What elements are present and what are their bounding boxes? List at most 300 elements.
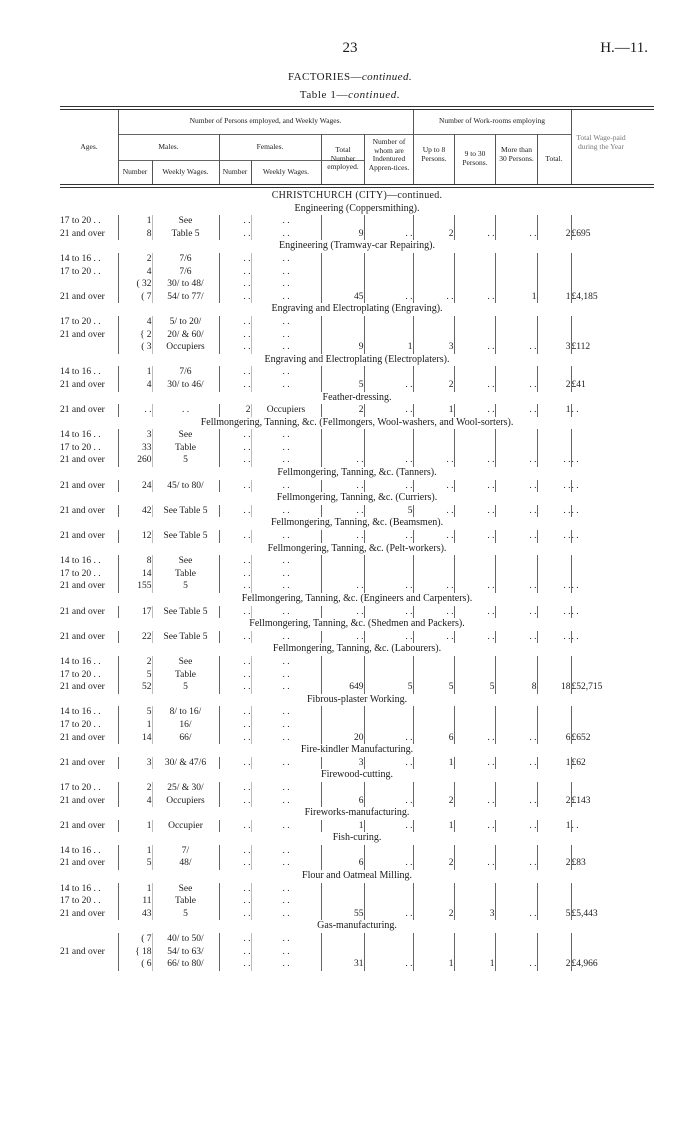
male-wages-cell: 30/ & 47/6	[152, 757, 219, 770]
table-row	[60, 958, 654, 971]
vline	[364, 134, 365, 184]
workrooms-total-cell	[537, 366, 571, 379]
age-cell: 17 to 20 . .	[60, 266, 118, 279]
industry-heading: Firewood-cutting.	[321, 769, 393, 781]
wages-paid-cell	[571, 669, 654, 682]
workrooms-9-to-30-cell: . .	[454, 857, 495, 870]
workrooms-total-cell: 1	[537, 820, 571, 833]
table-row	[60, 228, 654, 241]
col-female-number: Number	[222, 167, 248, 176]
total-employed-cell	[321, 329, 364, 342]
female-number-cell: . .	[219, 958, 251, 971]
female-wages-cell: . .	[251, 719, 321, 732]
workrooms-more-than-30-cell	[495, 253, 537, 266]
age-cell: 21 and over	[60, 857, 118, 870]
workrooms-total-cell	[537, 719, 571, 732]
female-number-cell: . .	[219, 631, 251, 644]
female-number-cell: . .	[219, 366, 251, 379]
workrooms-up-to-8-cell	[413, 366, 454, 379]
female-number-cell: . .	[219, 795, 251, 808]
col-females: Females.	[256, 142, 284, 151]
total-employed-cell: 2	[321, 404, 364, 417]
page-number: 23	[342, 40, 358, 56]
female-wages-cell: . .	[251, 606, 321, 619]
female-number-cell: . .	[219, 946, 251, 959]
age-cell: 14 to 16 . .	[60, 845, 118, 858]
total-employed-cell	[321, 366, 364, 379]
total-employed-cell	[321, 278, 364, 291]
wages-paid-cell: £41	[571, 379, 586, 390]
workrooms-more-than-30-cell	[495, 656, 537, 669]
indentured-cell	[364, 706, 413, 719]
workrooms-up-to-8-cell: . .	[413, 580, 454, 593]
workrooms-more-than-30-cell: . .	[495, 795, 537, 808]
female-number-cell: . .	[219, 266, 251, 279]
table-row	[60, 454, 654, 467]
industry-heading: Engineering (Coppersmithing).	[294, 202, 420, 214]
workrooms-more-than-30-cell: . .	[495, 757, 537, 770]
col-total: Total.	[545, 154, 563, 163]
table-row	[60, 681, 654, 694]
male-wages-cell: 5	[152, 580, 219, 593]
male-wages-cell: 5	[152, 454, 219, 467]
table-row	[60, 442, 654, 455]
workrooms-9-to-30-cell	[454, 429, 495, 442]
female-number-cell: . .	[219, 454, 251, 467]
workrooms-up-to-8-cell	[413, 429, 454, 442]
age-cell: 21 and over	[60, 505, 118, 518]
total-employed-cell: 55	[321, 908, 364, 921]
category-row	[60, 417, 654, 430]
male-wages-cell: See	[152, 555, 219, 568]
female-wages-cell: . .	[251, 908, 321, 921]
workrooms-total-cell: 2	[537, 228, 571, 241]
male-number-cell: ( 32	[118, 278, 152, 291]
male-wages-cell: 16/	[152, 719, 219, 732]
female-number-cell: . .	[219, 757, 251, 770]
workrooms-up-to-8-cell	[413, 782, 454, 795]
indentured-cell	[364, 656, 413, 669]
workrooms-9-to-30-cell	[454, 555, 495, 568]
age-cell: 21 and over	[60, 606, 118, 619]
age-cell: 14 to 16 . .	[60, 366, 118, 379]
wages-paid-cell: £112	[571, 342, 591, 353]
age-cell: 17 to 20 . .	[60, 669, 118, 682]
workrooms-9-to-30-cell: . .	[454, 454, 495, 467]
table-row	[60, 706, 654, 719]
table-row	[60, 606, 654, 619]
workrooms-total-cell: . .	[537, 480, 571, 493]
wages-paid-cell	[571, 568, 654, 581]
female-number-cell: . .	[219, 555, 251, 568]
male-number-cell: 14	[118, 568, 152, 581]
male-wages-cell: See Table 5	[152, 631, 219, 644]
col-persons-group: Number of Persons employed, and Weekly Wages.	[189, 116, 342, 125]
male-wages-cell: Occupiers	[152, 795, 219, 808]
industry-heading: Fellmongering, Tanning, &c. (Fellmongers, Wool-washers, and Wool-sorters).	[200, 416, 514, 428]
workrooms-9-to-30-cell: . .	[454, 404, 495, 417]
table-row	[60, 555, 654, 568]
col-9-to-30: 9 to 30 Persons.	[462, 149, 488, 167]
male-wages-cell: See Table 5	[152, 606, 219, 619]
col-female-wages: Weekly Wages.	[262, 167, 310, 176]
industry-heading: Fellmongering, Tanning, &c. (Beamsmen).	[270, 517, 444, 529]
workrooms-9-to-30-cell: . .	[454, 795, 495, 808]
workrooms-more-than-30-cell: . .	[495, 379, 537, 392]
col-total-employed: Total Number employed.	[327, 145, 359, 172]
workrooms-up-to-8-cell	[413, 946, 454, 959]
total-employed-cell: 45	[321, 291, 364, 304]
wages-paid-cell	[571, 656, 654, 669]
col-males: Males.	[158, 142, 179, 151]
indentured-cell: . .	[364, 530, 413, 543]
wages-paid-cell: . .	[571, 606, 579, 617]
female-wages-cell: . .	[251, 379, 321, 392]
indentured-cell	[364, 669, 413, 682]
male-wages-cell: 40/ to 50/	[152, 933, 219, 946]
category-row	[60, 392, 654, 405]
table-row	[60, 266, 654, 279]
col-indentured: Number of whom are Indentured Appren-tices.	[368, 137, 410, 172]
workrooms-group-rule	[413, 134, 571, 135]
age-cell: 21 and over	[60, 530, 118, 543]
total-employed-cell: . .	[321, 580, 364, 593]
male-wages-cell: Occupiers	[152, 341, 219, 354]
male-number-cell: 52	[118, 681, 152, 694]
workrooms-more-than-30-cell	[495, 782, 537, 795]
wages-paid-cell	[571, 366, 654, 379]
male-number-cell: ( 7	[118, 933, 152, 946]
male-wages-cell: 7/6	[152, 253, 219, 266]
workrooms-9-to-30-cell	[454, 782, 495, 795]
total-employed-cell: . .	[321, 454, 364, 467]
header-top-rule-2	[60, 109, 654, 110]
wages-paid-cell	[571, 883, 654, 896]
male-number-cell: 5	[118, 857, 152, 870]
age-cell: 21 and over	[60, 404, 118, 417]
workrooms-9-to-30-cell	[454, 656, 495, 669]
total-employed-cell	[321, 253, 364, 266]
workrooms-9-to-30-cell	[454, 316, 495, 329]
workrooms-total-cell	[537, 782, 571, 795]
total-employed-cell	[321, 266, 364, 279]
male-wages-cell: 7/6	[152, 266, 219, 279]
indentured-cell	[364, 933, 413, 946]
indentured-cell	[364, 442, 413, 455]
male-number-cell: 4	[118, 379, 152, 392]
female-number-cell: . .	[219, 656, 251, 669]
male-wages-cell: 66/ to 80/	[152, 958, 219, 971]
female-wages-cell: . .	[251, 757, 321, 770]
male-number-cell: 1	[118, 820, 152, 833]
female-wages-cell: . .	[251, 555, 321, 568]
workrooms-up-to-8-cell: 1	[413, 404, 454, 417]
table-row	[60, 215, 654, 228]
workrooms-more-than-30-cell	[495, 215, 537, 228]
workrooms-9-to-30-cell: . .	[454, 228, 495, 241]
indentured-cell: 5	[364, 505, 413, 518]
workrooms-total-cell: . .	[537, 631, 571, 644]
workrooms-9-to-30-cell: . .	[454, 580, 495, 593]
workrooms-9-to-30-cell	[454, 946, 495, 959]
age-cell: 21 and over	[60, 329, 118, 342]
col-up-to-8: Up to 8 Persons.	[421, 145, 447, 163]
workrooms-9-to-30-cell: . .	[454, 480, 495, 493]
total-employed-cell	[321, 946, 364, 959]
male-wages-cell: 7/6	[152, 366, 219, 379]
category-row	[60, 303, 654, 316]
wages-paid-cell: £62	[571, 757, 586, 768]
male-number-cell: 5	[118, 706, 152, 719]
table-subtitle	[0, 89, 700, 101]
female-number-cell: . .	[219, 908, 251, 921]
female-wages-cell: . .	[251, 845, 321, 858]
workrooms-up-to-8-cell: 2	[413, 228, 454, 241]
female-number-cell: . .	[219, 480, 251, 493]
workrooms-more-than-30-cell	[495, 366, 537, 379]
workrooms-9-to-30-cell	[454, 329, 495, 342]
workrooms-9-to-30-cell: . .	[454, 530, 495, 543]
age-cell: 21 and over	[60, 908, 118, 921]
category-row	[60, 492, 654, 505]
male-wages-cell: See	[152, 656, 219, 669]
table-row	[60, 429, 654, 442]
workrooms-9-to-30-cell: . .	[454, 631, 495, 644]
female-wages-cell: . .	[251, 215, 321, 228]
workrooms-more-than-30-cell	[495, 266, 537, 279]
table-row	[60, 946, 654, 959]
wages-paid-cell: £83	[571, 858, 586, 869]
workrooms-more-than-30-cell: 8	[495, 681, 537, 694]
workrooms-total-cell	[537, 278, 571, 291]
age-cell: 21 and over	[60, 379, 118, 392]
workrooms-9-to-30-cell	[454, 253, 495, 266]
workrooms-up-to-8-cell: 2	[413, 379, 454, 392]
workrooms-9-to-30-cell: . .	[454, 757, 495, 770]
persons-group-rule	[118, 134, 413, 135]
total-employed-cell: 6	[321, 857, 364, 870]
workrooms-more-than-30-cell	[495, 429, 537, 442]
wages-paid-cell: £5,443	[571, 908, 598, 919]
indentured-cell: . .	[364, 291, 413, 304]
male-wages-cell: 7/	[152, 845, 219, 858]
workrooms-up-to-8-cell	[413, 719, 454, 732]
male-number-cell: 1	[118, 215, 152, 228]
workrooms-more-than-30-cell: . .	[495, 480, 537, 493]
female-wages-cell: . .	[251, 454, 321, 467]
workrooms-more-than-30-cell	[495, 895, 537, 908]
age-cell	[60, 958, 118, 971]
table-row	[60, 366, 654, 379]
age-cell: 21 and over	[60, 681, 118, 694]
total-employed-cell	[321, 429, 364, 442]
workrooms-up-to-8-cell	[413, 266, 454, 279]
male-wages-cell: 8/ to 16/	[152, 706, 219, 719]
male-wages-cell: Occupier	[152, 820, 219, 833]
workrooms-more-than-30-cell: . .	[495, 732, 537, 745]
table-row	[60, 253, 654, 266]
industry-heading: Fellmongering, Tanning, &c. (Tanners).	[277, 467, 437, 479]
age-cell: 21 and over	[60, 820, 118, 833]
age-cell: 14 to 16 . .	[60, 253, 118, 266]
workrooms-9-to-30-cell	[454, 568, 495, 581]
indentured-cell: . .	[364, 228, 413, 241]
workrooms-up-to-8-cell	[413, 568, 454, 581]
category-row	[60, 543, 654, 556]
workrooms-up-to-8-cell	[413, 933, 454, 946]
female-wages-cell: . .	[251, 782, 321, 795]
vline	[495, 134, 496, 184]
total-employed-cell: 1	[321, 820, 364, 833]
workrooms-up-to-8-cell	[413, 329, 454, 342]
male-wages-cell: 66/	[152, 732, 219, 745]
female-number-cell: . .	[219, 732, 251, 745]
workrooms-up-to-8-cell: . .	[413, 291, 454, 304]
female-number-cell: . .	[219, 820, 251, 833]
table-row	[60, 291, 654, 304]
category-row	[60, 467, 654, 480]
industry-heading: Fire-kindler Manufacturing.	[300, 744, 414, 756]
indentured-cell	[364, 266, 413, 279]
category-row	[60, 593, 654, 606]
male-number-cell: 2	[118, 656, 152, 669]
age-cell: 21 and over	[60, 291, 118, 304]
workrooms-up-to-8-cell: . .	[413, 480, 454, 493]
workrooms-more-than-30-cell	[495, 706, 537, 719]
total-employed-cell	[321, 895, 364, 908]
workrooms-more-than-30-cell	[495, 719, 537, 732]
female-wages-cell: . .	[251, 946, 321, 959]
industry-heading: Engraving and Electroplating (Engraving).	[271, 303, 443, 315]
industry-heading: Fellmongering, Tanning, &c. (Engineers and Carpenters).	[241, 593, 473, 604]
workrooms-total-cell	[537, 442, 571, 455]
workrooms-more-than-30-cell	[495, 329, 537, 342]
total-employed-cell	[321, 442, 364, 455]
industry-heading: Gas-manufacturing.	[317, 920, 397, 932]
female-number-cell: . .	[219, 669, 251, 682]
workrooms-total-cell	[537, 429, 571, 442]
vline	[454, 134, 455, 184]
workrooms-total-cell	[537, 883, 571, 896]
male-wages-cell: See	[152, 215, 219, 228]
female-number-cell: . .	[219, 681, 251, 694]
wages-paid-cell	[571, 215, 654, 228]
female-wages-cell: . .	[251, 429, 321, 442]
total-employed-cell	[321, 719, 364, 732]
workrooms-up-to-8-cell: 1	[413, 958, 454, 971]
male-number-cell: 5	[118, 669, 152, 682]
workrooms-up-to-8-cell	[413, 278, 454, 291]
industry-heading: Fish-curing.	[332, 832, 382, 844]
workrooms-total-cell: 6	[537, 732, 571, 745]
age-cell: 21 and over	[60, 946, 118, 959]
female-number-cell: . .	[219, 329, 251, 342]
workrooms-more-than-30-cell: . .	[495, 958, 537, 971]
total-employed-cell	[321, 845, 364, 858]
male-wages-cell: 5/ to 20/	[152, 316, 219, 329]
female-number-cell: . .	[219, 568, 251, 581]
workrooms-9-to-30-cell	[454, 442, 495, 455]
location-heading: CHRISTCHURCH (CITY)—continued.	[271, 190, 443, 201]
wages-paid-cell	[571, 782, 654, 795]
total-employed-cell: 9	[321, 228, 364, 241]
male-number-cell: ( 7	[118, 291, 152, 304]
age-cell: 17 to 20 . .	[60, 782, 118, 795]
workrooms-total-cell: 2	[537, 857, 571, 870]
male-number-cell: 155	[118, 580, 152, 593]
age-cell	[60, 933, 118, 946]
workrooms-total-cell: 1	[537, 757, 571, 770]
workrooms-9-to-30-cell	[454, 719, 495, 732]
indentured-cell	[364, 253, 413, 266]
workrooms-total-cell: 2	[537, 958, 571, 971]
total-employed-cell: . .	[321, 606, 364, 619]
workrooms-up-to-8-cell: . .	[413, 631, 454, 644]
total-employed-cell	[321, 215, 364, 228]
workrooms-total-cell	[537, 329, 571, 342]
industry-heading: Fellmongering, Tanning, &c. (Curriers).	[276, 492, 438, 504]
male-number-cell: 4	[118, 316, 152, 329]
vline	[571, 110, 572, 184]
indentured-cell: . .	[364, 857, 413, 870]
workrooms-9-to-30-cell: . .	[454, 606, 495, 619]
male-number-cell: 260	[118, 454, 152, 467]
workrooms-total-cell	[537, 656, 571, 669]
male-wages-cell: 45/ to 80/	[152, 480, 219, 493]
female-wages-cell: . .	[251, 329, 321, 342]
female-number-cell: . .	[219, 933, 251, 946]
total-employed-cell	[321, 555, 364, 568]
male-wages-cell: 30/ to 46/	[152, 379, 219, 392]
wages-paid-cell	[571, 933, 654, 946]
col-male-wages: Weekly Wages.	[162, 167, 209, 176]
industry-heading: Fireworks-manufacturing.	[304, 807, 410, 819]
wages-paid-cell	[571, 316, 654, 329]
female-number-cell: . .	[219, 782, 251, 795]
wages-paid-cell: . .	[571, 531, 579, 542]
age-cell: 21 and over	[60, 580, 118, 593]
table-row	[60, 719, 654, 732]
female-number-cell: . .	[219, 429, 251, 442]
male-number-cell: 24	[118, 480, 152, 493]
workrooms-total-cell	[537, 568, 571, 581]
category-row	[60, 920, 654, 933]
age-cell: 21 and over	[60, 228, 118, 241]
indentured-cell	[364, 946, 413, 959]
total-employed-cell: 31	[321, 958, 364, 971]
wages-paid-cell	[571, 429, 654, 442]
total-employed-cell: 6	[321, 795, 364, 808]
category-row	[60, 694, 654, 707]
male-wages-cell: 30/ to 48/	[152, 278, 219, 291]
workrooms-up-to-8-cell	[413, 253, 454, 266]
workrooms-more-than-30-cell: 1	[495, 291, 537, 304]
workrooms-more-than-30-cell	[495, 316, 537, 329]
female-wages-cell: . .	[251, 505, 321, 518]
male-number-cell: 33	[118, 442, 152, 455]
workrooms-up-to-8-cell: 3	[413, 341, 454, 354]
workrooms-up-to-8-cell	[413, 895, 454, 908]
wages-paid-cell: . .	[571, 405, 579, 416]
category-row	[60, 744, 654, 757]
industry-heading: Engineering (Tramway-car Repairing).	[279, 240, 435, 252]
subtitle-italic: continued.	[348, 89, 401, 101]
age-cell: 17 to 20 . .	[60, 719, 118, 732]
female-wages-cell: . .	[251, 530, 321, 543]
female-number-cell: . .	[219, 845, 251, 858]
female-wages-cell: . .	[251, 895, 321, 908]
workrooms-more-than-30-cell: . .	[495, 631, 537, 644]
